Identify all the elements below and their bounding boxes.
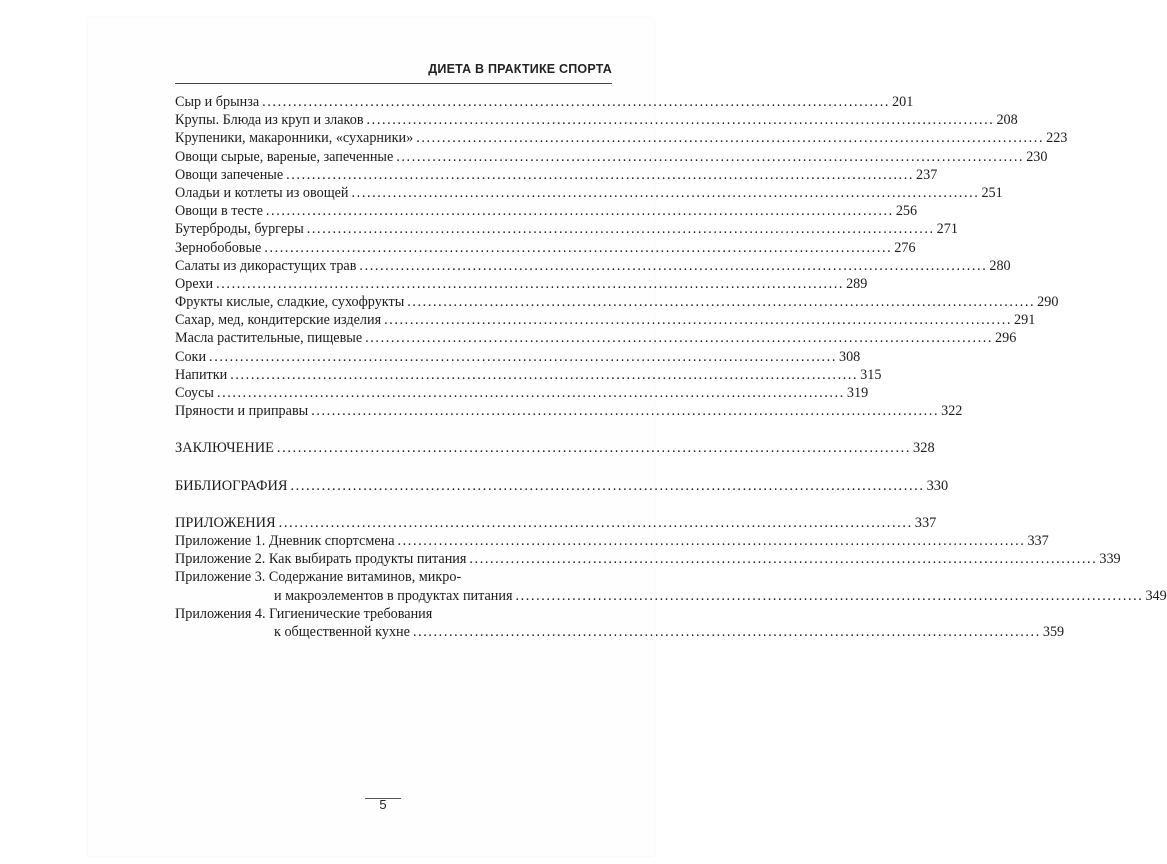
toc-entry-title: Соусы [175,385,214,401]
toc-entry-page: 339 [1099,551,1121,568]
toc-entry-title: Оладьи и котлеты из овощей [175,184,349,201]
toc-entry [175,166,938,184]
leader-dots: .......................................................................................................................... [416,130,1045,147]
toc-entry [175,148,1048,166]
leader-dots: .......................................................................................................................... [216,385,845,401]
leader-dots: .......................................................................................................................... [359,257,988,274]
toc-entry-page: 223 [1046,130,1068,147]
leader-dots: .......................................................................................................................... [396,148,1025,165]
toc-entry [175,348,861,366]
leader-dots: .......................................................................................................................... [230,366,859,383]
toc-entry-title: Крупы. Блюда из круп и злаков [175,112,364,129]
toc-entry-title: Зернобобовые [175,239,262,256]
toc-entry [175,257,1011,275]
toc-entry [175,202,918,220]
toc-entry-page: 251 [981,184,1003,201]
leader-dots: .......................................................................................................................... [262,94,891,110]
toc-entry-title: Напитки [175,366,228,383]
leader-dots: .......................................................................................................................... [264,239,893,256]
toc-entry [175,329,1017,347]
appendix-text: Гигиенические требования [269,605,433,622]
leader-dots: .......................................................................................................................... [407,294,1036,311]
leader-dots: .......................................................................................................................... [209,348,837,365]
toc-entry-page: 337 [1027,532,1049,549]
toc-entry-appendices [175,514,937,532]
leader-dots: .......................................................................................................................... [351,184,980,201]
toc-entry-title: Крупеники, макаронники, «сухарники» [175,130,414,147]
header-rule [175,83,612,84]
leader-dots: .......................................................................................................................... [306,221,935,238]
running-title: ДИЕТА В ПРАКТИКЕ СПОРТА [428,62,612,76]
toc-appendix-3-line2 [175,587,1167,605]
toc-entry-page: 230 [1026,148,1048,165]
appendix-label: Приложения 4. [175,605,266,622]
toc-entry-bibliography [175,477,949,495]
toc-entry [175,293,1059,311]
toc-appendix-4-line1 [175,605,612,623]
toc-entry-page: 337 [914,514,937,531]
appendix-text: Дневник спортсмена [268,532,395,549]
appendix-label: Приложение 2. [175,551,266,568]
toc-entry-title: Овощи запеченые [175,166,284,183]
toc-entry-title: ЗАКЛЮЧЕНИЕ [175,440,274,457]
toc-entry [175,384,869,402]
leader-dots: .......................................................................................................................... [366,112,995,129]
toc-entry-page: 322 [941,403,963,420]
toc-entry-title: Салаты из дикорастущих трав [175,257,357,274]
toc-entry-title: Сахар, мед, кондитерские изделия [175,312,382,329]
toc-entry [175,275,868,293]
toc-entry [175,402,963,420]
toc-entry-page: 271 [936,221,958,238]
toc-entry [175,129,1068,147]
toc-entry-page: 256 [895,203,918,220]
toc-appendix-3-line1 [175,568,612,586]
appendix-label: Приложение 3. [175,569,266,586]
toc-entry-page: 276 [894,239,916,256]
leader-dots: .......................................................................................................................... [397,532,1026,549]
leader-dots: .......................................................................................................................... [311,403,940,420]
toc-entry-page: 290 [1037,294,1059,311]
toc-entry-title: ПРИЛОЖЕНИЯ [175,514,276,531]
toc-entry-title: Овощи в тесте [175,203,263,220]
toc-entry-page: 308 [838,348,861,365]
toc-entry-page: 315 [860,366,882,383]
toc-entry [175,93,914,111]
toc-entry-page: 328 [913,440,935,457]
toc-entry [175,220,958,238]
toc-entry [175,184,1003,202]
toc-entry-page: 280 [989,257,1011,274]
toc-entry-page: 289 [846,275,868,292]
leader-dots: .......................................................................................................................... [290,477,925,494]
toc-entry [175,311,1036,329]
appendix-text-continued: и макроэлементов в продуктах питания [274,587,513,604]
leader-dots: .......................................................................................................................... [286,166,915,183]
toc-entry-title: Овощи сырые, вареные, запеченные [175,148,394,165]
leader-dots: .......................................................................................................................... [265,203,894,220]
appendix-text: Как выбирать продукты питания [268,551,467,568]
toc-entry-title: БИБЛИОГРАФИЯ [175,477,288,494]
toc-entry-page: 319 [846,385,869,401]
leader-dots: .......................................................................................................................... [412,623,1041,640]
leader-dots: .......................................................................................................................... [469,551,1098,568]
toc-entry [175,111,1018,129]
toc-entry-title: Бутерброды, бургеры [175,221,304,238]
toc-entry-page: 349 [1145,587,1167,604]
leader-dots: .......................................................................................................................... [216,275,845,292]
toc-entry-page: 359 [1042,623,1065,640]
toc-appendix-4-line2 [175,623,1065,641]
toc-entry-title: Масла растительные, пищевые [175,330,363,347]
leader-dots: .......................................................................................................................... [384,312,1013,329]
leader-dots: .......................................................................................................................... [365,330,994,347]
toc-entry-page: 201 [892,94,914,110]
toc-appendix-2 [175,550,1121,568]
toc-entry-conclusion [175,439,935,457]
toc-entry-page: 291 [1014,312,1036,329]
toc-entry-title: Орехи [175,275,214,292]
toc-appendix-1 [175,532,1049,550]
leader-dots: .......................................................................................................................... [276,440,912,457]
toc-entry-page: 296 [995,330,1017,347]
toc-entry-page: 330 [926,477,949,494]
page-number: 5 [379,797,387,812]
table-of-contents [175,93,1167,641]
leader-dots: .......................................................................................................................... [515,587,1144,604]
appendix-text: Содержание витаминов, микро- [268,569,462,586]
appendix-text-continued: к общественной кухне [274,623,410,640]
toc-entry-page: 237 [916,166,938,183]
appendix-label: Приложение 1. [175,532,266,549]
toc-entry-title: Соки [175,348,207,365]
toc-entry-title: Фрукты кислые, сладкие, сухофрукты [175,294,405,311]
toc-entry [175,366,882,384]
toc-entry [175,239,916,257]
toc-entry-page: 208 [996,112,1018,129]
toc-entry-title: Пряности и приправы [175,403,309,420]
leader-dots: .......................................................................................................................... [278,514,913,531]
toc-entry-title: Сыр и брынза [175,94,260,110]
